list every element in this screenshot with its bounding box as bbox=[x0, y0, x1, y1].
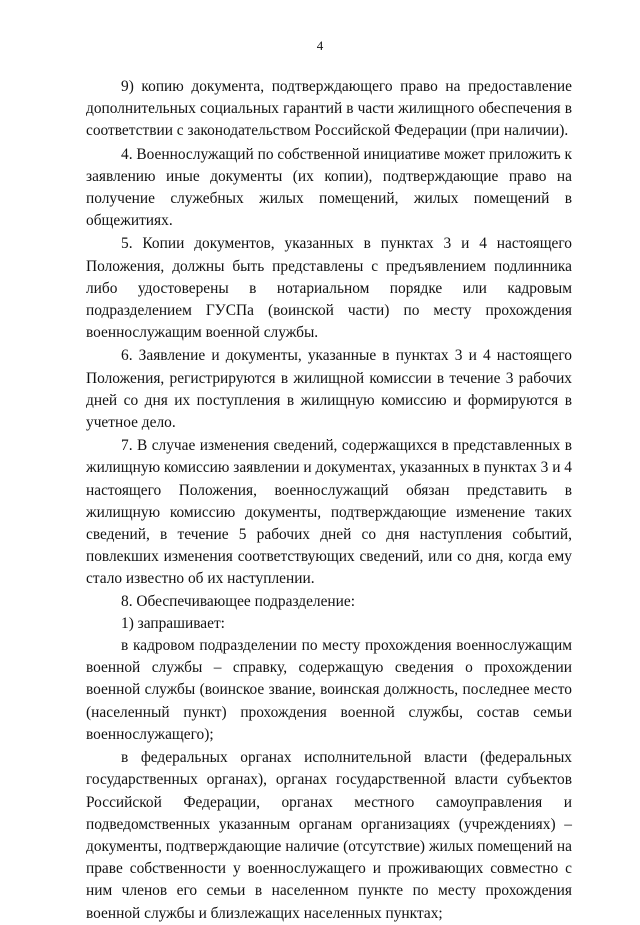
paragraph-subitem-1: 1) запрашивает: bbox=[121, 614, 225, 632]
document-body bbox=[86, 76, 572, 925]
paragraph-clause-5: 5. Копии документов, указанных в пунктах 3 и 4 настоящего Положения, должны быть представлены с предъявлением подлинника либо удостоверены в нотариальном порядке или кадровым подразделением ГУСПа (воинской части) по месту прохождения военнослужащим военной службы. bbox=[86, 235, 572, 342]
paragraph-clause-6: 6. Заявление и документы, указанные в пунктах 3 и 4 настоящего Положения, регистрируются в жилищной комиссии в течение 3 рабочих дней со дня их поступления в жилищную комиссию и формируются в учетное дело. bbox=[86, 347, 572, 432]
paragraph-authorities-request: в федеральных органах исполнительной власти (федеральных государственных органах), органах государственной власти субъектов Российской Федерации, органах местного самоуправления и подведомственных указанным органам организациях (учреждениях) – документы, подтверждающие наличие (отсутствие) жилых помещений на праве собственности у военнослужащего и проживающих совместно с ним членов его семьи в населенном пункте по месту прохождения военной службы и близлежащих населенных пунктах; bbox=[86, 749, 572, 922]
paragraph-personnel-request: в кадровом подразделении по месту прохождения военнослужащим военной службы – справку, содержащую сведения о прохождении военной службы (воинское звание, воинская должность, последнее место (населенный пункт) прохождения военной службы, состав семьи военнослужащего); bbox=[86, 637, 572, 743]
paragraph-clause-8: 8. Обеспечивающее подразделение: bbox=[121, 592, 355, 610]
paragraph-item-9: 9) копию документа, подтверждающего право на предоставление дополнительных социальных гарантий в части жилищного обеспечения в соответствии с законодательством Российской Федерации (при наличии). bbox=[86, 78, 572, 140]
paragraph-clause-4: 4. Военнослужащий по собственной инициативе может приложить к заявлению иные документы (их копии), подтверждающие право на получение служебных жилых помещений, жилых помещений в общежитиях. bbox=[86, 145, 572, 230]
page-number: 4 bbox=[316, 38, 324, 53]
paragraph-clause-7: 7. В случае изменения сведений, содержащихся в представленных в жилищную комиссию заявлении и документах, указанных в пунктах 3 и 4 настоящего Положения, военнослужащий обязан представить в жилищную комиссию документы, подтверждающие изменение таких сведений, в течение 5 рабочих дней со дня наступления событий, повлекших изменения соответствующих сведений, или со дня, когда ему стало известно об их наступлении. bbox=[86, 437, 572, 588]
